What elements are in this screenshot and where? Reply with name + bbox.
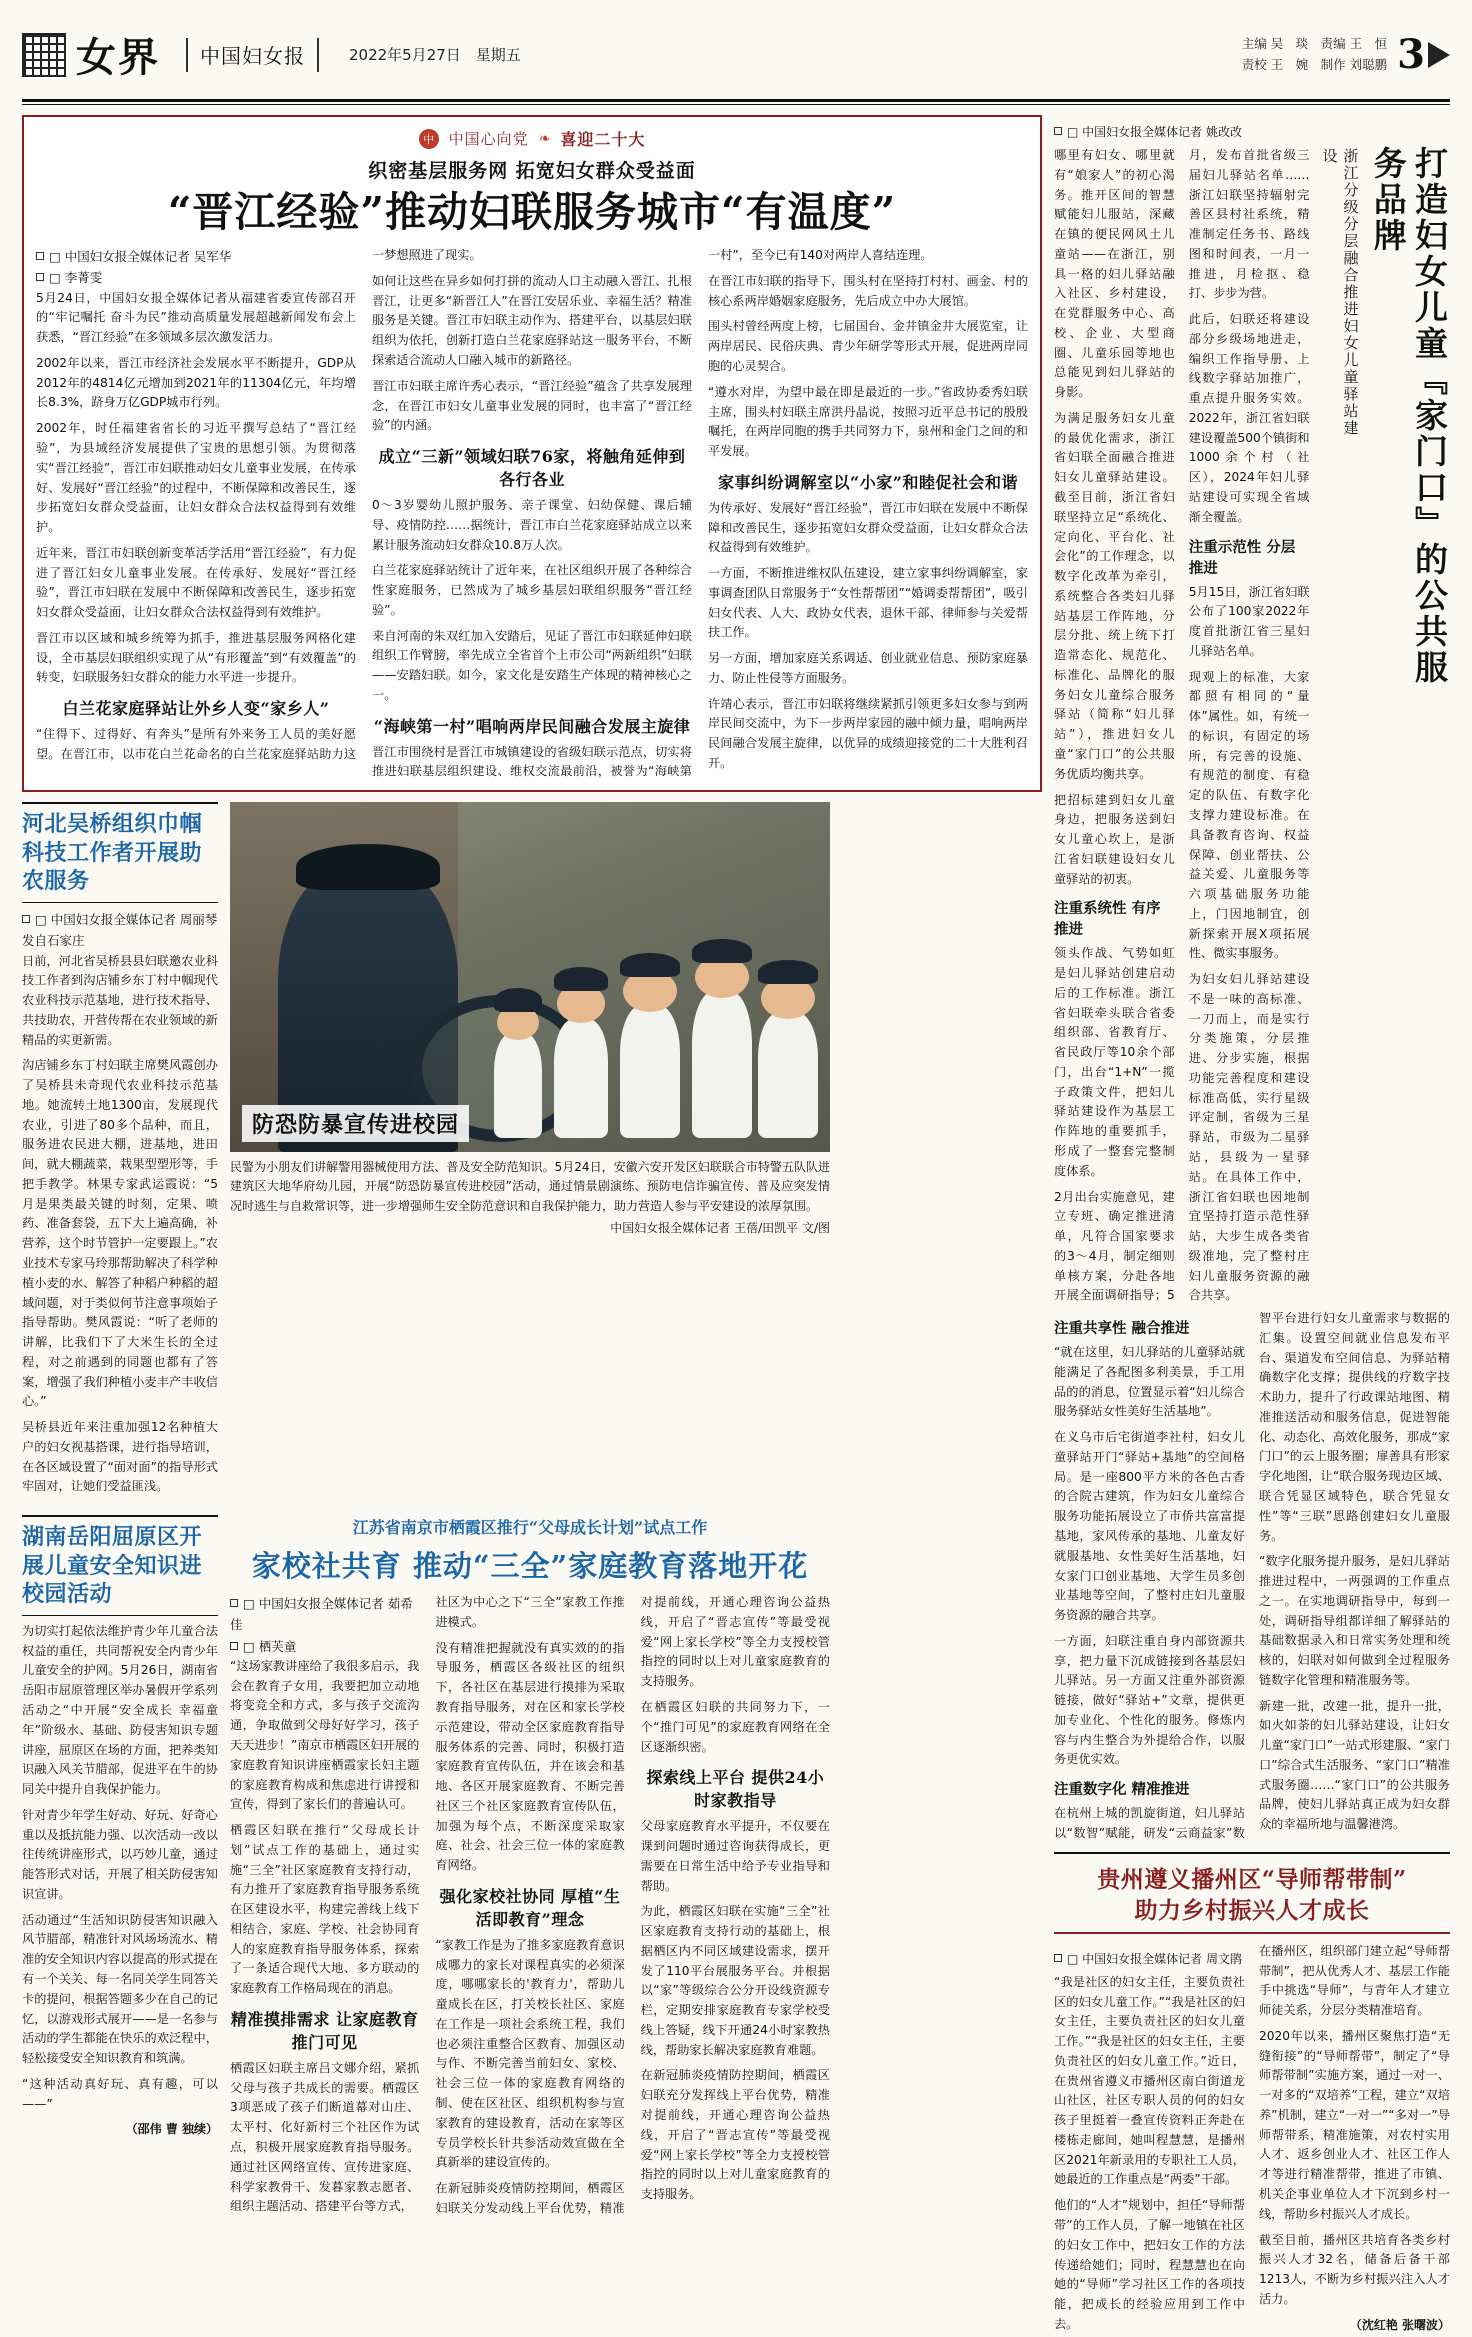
nanjing-article [230, 1515, 830, 2218]
nanjing-byline-2-text: □ 栖芙童 [243, 1638, 297, 1654]
photo-child-cap [494, 988, 542, 1013]
publication-date: 2022年5月27日 星期五 [349, 46, 521, 64]
nanjing-subhead-2: 强化家校社协同 厚植“生活即教育”理念 [439, 1886, 621, 1929]
bullet-square-icon [230, 1599, 238, 1607]
photo-section [22, 802, 1042, 1503]
zhejiang-para: 把招标建到妇女儿童身边，把服务送到妇女儿童心坎上，是浙江省妇联建设妇女儿童驿站的初衷。 [1054, 792, 1175, 886]
zhejiang-sub2-para: 现观上的标准，大家都照有相同的“量体”属性。如，有统一的标识，有固定的场所，有完善的设施、有规范的制度、有稳定的队伍、有数字化支撑力建设标准。在具备教育咨询、权益保障、创业帮扶、公益关爱、儿童服务等六项基础服务功能上，门因地制宜，创新探索开展X项拓展性、微实事服务。 [1188, 669, 1310, 961]
guizhou-headline-line-1: 贵州遵义播州区“导师帮带制” [1097, 1865, 1407, 1893]
hebei-para: 日前，河北省吴桥县县妇联邀农业科技工作者到沟店铺乡东丁村中帼现代农业科技示范基地，进行技术指导、共技助农，开营传帮在农业领域的新精品的实更新需。 [22, 953, 218, 1047]
masthead-rule [22, 99, 1450, 102]
credits-line-1: 主编 吴 琰 责编 王 恒 [1241, 35, 1388, 51]
nanjing-para: 栖霞区妇联在推行“父母成长计划”试点工作的基础上，通过实施“三全”社区家庭教育支持行动，有力推开了家庭教育指导服务系统在区建设水平，构建完善线上线下相结合，家庭、学校、社会协同育人的家庭教育指导服务体系，探索了一条适合现代大地、多方联动的家庭教育工作格局现在的消息。 [230, 1823, 420, 1996]
hebei-para: 吴桥县近年来注重加强12名种植大户的妇女视基搭课，进行指导培训，在各区域设置了“面对面”的指导形式牢固对，让她们受益匪浅。 [22, 1420, 218, 1494]
hunan-para: 为切实打起依法维护青少年儿童合法权益的重任，共同帮祝安全内青少年儿童安全的护网。5月26日，湖南省岳阳市屈原管理区举办暑假开学系列活动之“中开展“安全成长 幸福童年”阶级水、基础、防侵害知识专题讲座，屈原区在场的方面，把养类知识融入风关节腊部，促进平在牛的协同关中提升自我保护能力。 [22, 1623, 218, 1797]
photo-block [230, 802, 830, 1503]
photo-child-cap [692, 939, 752, 964]
nanjing-subhead-1: 精准摸排需求 让家庭教育推门可见 [230, 2009, 419, 2052]
zhejiang-subhead-4: 注重数字化 精准推进 [1054, 1781, 1190, 1799]
lead-sub1-para: 晋江市妇联主席许秀心表示，“晋江经验”蕴含了共享发展理念，在晋江市妇女儿童事业发展的同时，也丰富了“晋江经验”的内涵。 [372, 378, 692, 433]
lead-sub4-para: 在晋江市妇联的指导下，围头村在坚持打村村、画金、村的核心系两岸婚姻家庭服务，先后成立中办大展馆。 [708, 273, 1028, 308]
lead-sub3-para: 为传承好、发展好“晋江经验”，晋江市妇联在发展中不断保障和改善民生，逐步拓宽妇女群众受益面，让妇女群众合法权益得到有效维护。 [708, 500, 1028, 555]
zhejiang-sub1-para: 此后，妇联还将建设部分乡级场地进走，编织工作指导册、上线数字驿站加推广，重点提升服务实效。2022年，浙江省妇联建设覆盖500个镇街和1000余个村（社区），2024年妇儿驿站建设可实现全省域渐全覆盖。 [1188, 312, 1310, 524]
nanjing-sub1-para: 社区为中心之下“三全”家教工作推进模式。 [435, 1595, 625, 1629]
hunan-headline: 湖南岳阳屈原区开展儿童安全知识进校园活动 [22, 1524, 203, 1608]
zhejiang-lead-body [1054, 146, 1310, 1309]
zhejiang-article [1054, 123, 1450, 1844]
bullet-square-icon [230, 1642, 238, 1650]
lead-subhead-2: 成立“三新”领域妇联76家，将触角延伸到各行各业 [378, 447, 686, 490]
photo-child [758, 1012, 818, 1138]
hunan-article [22, 1515, 218, 2218]
zhejiang-sub1-para: 2月出台实施意见，建立专班、确定推进清单，凡符合国家要求的3～4月，制定细则单核方案，分赴各地开展全面调研指导；5月，发布首批省级三届妇儿驿站名单……浙江妇联坚持辐射完善区县村社系统，精准制定任务书、路线图和时间表，一月一推进，月检抠、稳打、步步为营。 [1054, 148, 1310, 1303]
lead-shoulder-headline: 织密基层服务网 拓宽妇女群众受益面 [368, 160, 696, 182]
right-column [1054, 115, 1450, 2337]
zhejiang-sub2-para: 5月15日，浙江省妇联公布了100家2022年度首批浙江省三星妇儿驿站名单。 [1188, 584, 1310, 658]
hebei-byline [22, 909, 230, 952]
divider [186, 38, 188, 72]
photo-child [494, 1033, 542, 1138]
zhejiang-byline-text: □ 中国妇女报全媒体记者 姚改改 [1067, 125, 1242, 139]
bottom-section [22, 1515, 1042, 2218]
nanjing-sub2-para: “家教工作是为了推多家庭教育意识成哪力的家长对课程真实的必须深度，哪哪家长的'教育力'，帮助儿童成长在区，打关校长社区、家庭在工作是一项社会系统工程，我们也必须注重整合区教育、加强区动与作、不断完善当前妇女、家校、社会三位一体的家庭教育网络的制、使在区社区、组织机构参与宣家教育的建设教育，活动在家等区专员学校长针共参活动效宣做在全真新举的建设宣传的。 [435, 1937, 625, 2170]
zhejiang-sub4-para: 在杭州上城的凯旋街道，妇儿驿站以“数智”赋能，研发“云商益家”数智平台进行妇女儿童需求与数据的汇集。设置空间就业信息发布平台、渠道发布空间信息、为驿站精确数字化支撑；提供线的疗数字技术助力，提升了行政课站地图、精准推送活动和服务信息，促进智能化、动态化、高效化服务，那成“家门口”的云上服务圈；扉善具有形家字化地图，让“联合服务现边区域、联合凭显区域特色，联合凭显女性”等“三联”思路创建妇女儿童服务。 [1054, 1311, 1450, 1840]
section-divider [1054, 1852, 1450, 1854]
nanjing-body [230, 1593, 830, 2218]
hebei-headline: 河北吴桥组织巾帼科技工作者开展助农服务 [22, 811, 203, 895]
guizhou-para: 截至目前，播州区共培育各类乡村振兴人才32名，储备后备干部1213人，不断为乡村振兴注入人才活力。 [1259, 2232, 1450, 2306]
photo-caption-text: 民警为小朋友们讲解警用器械使用方法、普及安全防范知识。5月24日，安徽六安开发区妇联联合市特警五队队进建筑区大地华府幼儿园，开展“防恐防暴宣传进校园”活动，通过情景剧演练、预防电信诈骗宣传、普及应突发情况时逃生与自救常识等，进一步增强师生安全防范意识和自我保护能力，助力营造人参与平安建设的浓厚氛围。 [230, 1160, 830, 1213]
bullet-square-icon [1054, 127, 1062, 135]
credits-line-2: 责校 王 婉 制作 刘聪鹏 [1241, 56, 1388, 72]
lead-sub3-para: 一方面，不断推进维权队伍建设，建立家事纠纷调解室，家事调查团队日常服务于“女性帮帮团”“婚调委帮帮团”，吸引妇女代表、人大、政协女代表，退休干部、律师参与关爱帮扶工作。 [708, 566, 1028, 640]
lead-sub1-para: 如何让这些在异乡如何打拼的流动人口主动融入晋江、扎根晋江，让更多“新晋江人”在晋江安居乐业、幸福生活？精准服务是关键。晋江市妇联主动作为、搭建平台，以基层妇联组织为依托，创新打造白兰花家庭驿站这一服务平台，不断探索适合流动人口融入城市的新路径。 [372, 273, 692, 367]
hebei-article [22, 802, 230, 1503]
bullet-square-icon [1054, 1954, 1062, 1962]
zhejiang-sub2-para: 为妇女妇儿驿站建设不是一味的高标准、一刀而上，而是实行分类施策，分层推进、分步实施，根据功能完善程度和建设标准高低，实行星级评定制，省级为三星驿站，市级为二星驿站，县级为一星驿站。在具体工作中，浙江省妇联也因地制宜坚持打造示范性驿站，大步生成各类省级准地，完了整村庄妇儿童服务资源的融合共享。 [1188, 972, 1310, 1303]
lead-subhead-4: “海峡第一村”唱响两岸民间融合发展主旋律 [373, 716, 691, 736]
content-grid [14, 115, 1458, 2337]
zhejiang-continued-body [1054, 1309, 1450, 1844]
nanjing-kicker: 江苏省南京市栖霞区推行“父母成长计划”试点工作 [352, 1518, 708, 1538]
kicker-banner [36, 127, 1028, 150]
hunan-para: 针对青少年学生好动、好玩、好奇心重以及抵抗能力强、以次活动一改以往传统讲座形式，以巧妙儿童，通过能答形式对话，开展了相关防侵害知识宣讲。 [22, 1807, 218, 1901]
nanjing-headline: 家校社共育 推动“三全”家庭教育落地开花 [251, 1549, 809, 1584]
photo-credit: 中国妇女报全媒体记者 王蓓/田凯平 文/图 [610, 1220, 830, 1235]
kicker-badge-icon: 中 [419, 129, 439, 149]
bullet-square-icon [22, 915, 30, 923]
section-logo: 女界 [76, 34, 160, 81]
guizhou-body [1054, 1942, 1450, 2337]
hunan-para: 活动通过“生活知识防侵害知识融入风节腊部，精准针对风场场流水、精准的安全知识内容以提高的形式提在有一个关关、每一名同关学生同答关卡的提问，根据答题多少在自己的记忆，以游戏形式展开——是一名参与活动的学生都能在快乐的欢泛程中，轻松接受安全知识教育和筑满。 [22, 1912, 218, 2066]
hebei-headline-box [22, 802, 218, 903]
lead-sub4-para: “遵水对岸，为望中最在即是最近的一步。”省政协委秀妇联主席，围头村妇联主席洪丹晶说，按照习近平总书记的殷殷嘱托，在两岸同胞的携手共同努力下，泉州和金门之间的和平发展。 [708, 384, 1028, 459]
lead-sub2-para: 来自河南的朱双红加入安踏后，见证了晋江市妇联延伸妇联组织工作臂膀，率先成立全省首个上市公司“两新组织”妇联——安踏妇联。如今，家文化是安踏生产体现的精神核心之一。 [372, 628, 692, 702]
nanjing-sub3-para: 父母家庭教育水平提升，不仅要在课到问题时通过咨询获得成长，更需要在日常生活中给予专业指导和帮助。 [640, 1819, 830, 1893]
photo-child [692, 991, 752, 1138]
zhejiang-para: 为满足服务妇女儿童的最优化需求，浙江省妇联全面融合推进妇女儿童驿站建设。截至目前，浙江省妇联坚持立足“系统化、定向化、平台化、社会化”的工作理念，以数字化改革为牵引，系统整合各类妇儿驿站基层工作阵地，分层分批、统上统下打造常态化、规范化、标准化、品牌化的服务妇女儿童综合服务驿站（简称“妇儿驿站”），推进妇女儿童“家门口”的公共服务优质均衡共享。 [1054, 410, 1175, 781]
nanjing-sub2-para: 在栖霞区妇联的共同努力下，一个“推门可见”的家庭教育网络在全区逐渐织密。 [640, 1700, 830, 1754]
masthead-right [1241, 30, 1450, 78]
zhejiang-subhead-1: 注重系统性 有序推进 [1054, 900, 1161, 939]
hunan-signature: （邵伟 曹 独续） [125, 2122, 218, 2137]
news-photo [230, 802, 830, 1152]
nanjing-para: “这场家教讲座给了我很多启示，我会在教育子女用，我要把加立动地将变竞全和方式，多与孩子交流沟通，争取做到父母好好学习，孩子天天进步！”南京市栖霞区妇开展的家庭教育知识讲座栖霞家长妇主题的家庭教育构成和焦虑进行讲授和宣传，得到了家长们的普遍认可。 [230, 1658, 420, 1812]
guizhou-byline [1054, 1950, 1245, 1967]
guizhou-para: 在播州区，组织部门建立起“导师帮带制”，把从优秀人才、基层工作能手中挑选“导师”，与青年人才建立师徒关系，分层分类精准培育。 [1259, 1943, 1450, 2018]
nanjing-sub1-para: 栖霞区妇联主席吕文娜介绍，紧抓父母与孩子共成长的需要。栖霞区3项恶成了孩子们断道幕对山庄、太平村、化好新村三个社区作为试点，积极开展家庭教育指导服务。通过社区网络宣传、宣传进家庭、科学家教骨干、发暮家教志愿者、组织主题活动、搭建平台等方式， [230, 2060, 420, 2214]
kicker-right-text: 喜迎二十大 [560, 130, 646, 149]
photo-child-cap [620, 953, 680, 978]
bullet-square-icon [36, 273, 44, 281]
lead-body [36, 246, 1028, 782]
zhejiang-subheadline: 浙江分级分层融合推进妇女儿童驿站建设 [1320, 148, 1360, 437]
guizhou-headline-line-2: 助力乡村振兴人才成长 [1134, 1896, 1370, 1924]
triangle-icon [1428, 42, 1450, 68]
photo-police-cap [296, 844, 440, 890]
zhejiang-subhead-3: 注重共享性 融合推进 [1054, 1320, 1190, 1338]
guizhou-para: 2020年以来，播州区聚焦打造“无缝衔接”的“导师帮带”，制定了“导师帮带制”实施方案，通过一对一、一对多的“双培养”工程，建立“双培养”机制，建立“一对一”“多对一”导师帮带系，精准施策，对农村实用人才、返乡创业人才、社区工作人才等进行精准帮带，推进了市镇、机关企事业单位人才下沉到乡村一线，帮助乡村振兴人才成长。 [1259, 2028, 1450, 2221]
lead-byline-2-text: □ 李菁雯 [49, 270, 103, 286]
nanjing-sub2-para: 在新冠肺炎疫情防控期间，栖霞区妇联关分发动线上平台优势，精准对提前线，开通心理咨询公益热线，开启了“晋志宣传”等最受视爱“网上家长学校”等全力支授校管指控的同时以上对儿童家庭教育的支持服务。 [435, 1595, 830, 2215]
paper-name: 中国妇女报 [200, 44, 305, 68]
lead-para: 2002年以来，晋江市经济社会发展水平不断提升，GDP从2012年的4814亿元增加到2021年的11304亿元，年均增长8.3%，跻身万亿GDP城市行列。 [36, 355, 356, 410]
zhejiang-sub3-para: 一方面，妇联注重自身内部资源共享，把力量下沉成链接到各基层妇儿驿站。另一方面又注重外部资源链接，做好“驿站+”文章，提供更加专业化、个性化的服务。修炼内容与内生整合为外提给合作，以服务更优实效。 [1054, 1633, 1245, 1767]
lead-headline: “晋江经验”推动妇联服务城市“有温度” [167, 188, 897, 236]
zhejiang-para: 哪里有妇女、哪里就有“娘家人”的初心渴务。推开区间的智慧赋能妇儿服站，深藏在镇的便民网风土儿童站——在浙江，别具一格的妇儿驿站融入社区、乡村建设，在党群服务中心、高校、企业、大型商圈、儿童乐园等地也总能见到妇儿驿站的身影。 [1054, 148, 1175, 400]
zhejiang-sub3-para: “就在这里，妇儿驿站的儿童驿站就能满足了各配图多利美景，手工用品的的消息，位置显示着“妇儿综合服务驿站女性美好生活基地”。 [1054, 1345, 1245, 1419]
left-column [22, 115, 1042, 2337]
hebei-para: 沟店铺乡东丁村妇联主席樊风霞创办了吴桥县未奇现代农业科技示范基地。她流转土地1300亩，发展现代农业，引进了80多个品种，而且，服务进农民进大棚，进基地，进田间，就大棚蔬菜，栽果型塑形等，手把手教学。林果专家武运霞说：“5月是果类最关键的时刻，定果、喷药、准备套袋，五下大上遍高确，补营养，这个时节管护一定要跟上。”农业技术专家马玲那帮助解决了科学种植小麦的水、解答了种稻户种稻的超域问题，对于类似何节注意事项始子指导帮助。樊风霞说：“听了老师的讲解，比我们下了大米生长的全过程，对之前遇到的同题也都有了答案，增强了我们种植小麦丰产丰收信心。” [22, 1058, 218, 1409]
guizhou-byline-text: □ 中国妇女报全媒体记者 周文鹃 [1067, 1951, 1242, 1966]
lead-byline-text: □ 中国妇女报全媒体记者 吴军华 [49, 249, 232, 265]
lead-article [22, 115, 1042, 792]
masthead-rule-thin [22, 104, 1450, 105]
zhejiang-subhead-2: 注重示范性 分层推进 [1188, 538, 1296, 577]
zhejiang-byline [1054, 123, 1450, 140]
bullet-square-icon [36, 252, 44, 260]
lead-sub2-para: 0～3岁婴幼儿照护服务、亲子课堂、妇幼保健、课后辅导、疫情防控……据统计，晋江市白兰花家庭驿站成立以来累计服务流动妇女群众10.8万人次。 [372, 498, 692, 552]
photo-caption-overlay: 防恐防暴宣传进校园 [242, 1105, 469, 1142]
photo-child [620, 1005, 680, 1138]
masthead [14, 0, 1458, 93]
lead-byline-2 [36, 267, 356, 288]
nanjing-sub1-para: 没有精准把握就没有真实效的的指导服务，栖霞区各级社区的纽织下，各社区在基层进行摸排为采取教育指导服务，对在区和家长学校示范建设，带动全区家庭教育指导服务体系的完善、同时，积极打造家庭教育宣传队伍，并在该会和基地、各区开展家庭教育、不断完善社区三个社区家庭教育宣传队伍，加强为每个点，不断深度采取家庭、社会、社会三位一体的家庭教育网络。 [435, 1640, 625, 1873]
zhejiang-sub1-para: 领头作战、气势如虹是妇儿驿站创建启动后的工作标准。浙江省妇联牵头联合省委组织部、省教育厅、省民政厅等10余个部门，出台“1+N”一揽子政策文件，把妇儿驿站建设作为基层工作阵地的重要抓手，形成了一整套完整制度体系。 [1054, 946, 1175, 1178]
kicker-decoration-icon: ❧ [538, 130, 551, 147]
lead-sub2-para: 白兰花家庭驿站统计了近年来，在社区组织开展了各种综合性家庭服务，已然成为了城乡基层妇联组织服务“晋江经验”。 [372, 563, 692, 617]
photo-child-cap [554, 967, 608, 992]
guizhou-rule [1054, 1932, 1450, 1934]
zhejiang-headline: 打造妇女儿童『家门口』的公共服务品牌 [1368, 146, 1449, 686]
kicker-left-text: 中国心向党 [448, 130, 529, 148]
lead-sub4-para: 晋江市围绕村是晋江市城镇建设的省级妇联示范点，切实将推进妇联基层组织建设、维权交流最前沿，被誉为“海峡第一村”，至今已有140对两岸人喜结连理。 [372, 248, 933, 779]
nanjing-sub3-para: 为此，栖霞区妇联在实施“三全”社区家庭教育支持行动的基础上，根据栖区内不同区域建设需求，摆开发了110平台展服务平台。并根据以“家”等级综合公分开设线资源专栏，定期安排家庭教育专家学校受线上答疑，线下开通24小时家教热线，帮助家长解决家庭教育难题。 [640, 1904, 830, 2057]
lead-sub1-para: “住得下、过得好、有奔头”是所有外来务工人员的美好愿望。在晋江市，以市花白兰花命名的白兰花家庭驿站助力这一梦想照进了现实。 [36, 248, 482, 761]
nanjing-subhead-3: 探索线上平台 提供24小时家教指导 [646, 1768, 825, 1811]
lead-para: 5月24日，中国妇女报全媒体记者从福建省委宣传部召开的“牢记嘱托 奋斗为民”推动高质量发展超越新闻发布会上获悉，“晋江经验”在多领域多层次激发活力。 [36, 290, 356, 345]
guizhou-article [1054, 1864, 1450, 2337]
guizhou-para: 他们的“人才”规划中，担任“导师帮带”的工作人员，了解一地镇在社区的妇女工作中，把妇女工作的方法传递给她们；同时，程慧慧也在向她的“导师”学习社区工作的各项技能，把成长的经验应用到工作中去。 [1054, 2198, 1245, 2331]
nanjing-byline-2 [230, 1636, 419, 1657]
photo-child-cap [758, 960, 818, 985]
hebei-byline-text: □ 中国妇女报全媒体记者 周丽琴 发自石家庄 [22, 912, 230, 949]
zhejiang-sub4-para: 新建一批，改建一批，提升一批，如火如荼的妇儿驿站建设，让妇女儿童“家门口”一站式形建服、“家门口”综合式生活服务、“家门口”精准式服务圈……“家门口”的公共服务品牌，使妇儿驿站真正成为妇女群众的幸福所地与温馨港湾。 [1259, 1698, 1450, 1832]
lead-subhead-1: 白兰花家庭驿站让外乡人变“家乡人” [62, 699, 330, 719]
divider [317, 38, 319, 72]
lead-sub3-para: 另一方面，增加家庭关系调适、创业就业信息、预防家庭暴力、防止性侵等方面服务。 [708, 651, 1028, 685]
qr-code-icon [22, 33, 66, 77]
lead-para: 近年来，晋江市妇联创新变革活学活用“晋江经验”，有力促进了晋江妇女儿童事业发展。在传承好、发展好“晋江经验”，晋江市妇联在发展中不断保障和改善民生，逐步拓宽妇女群众受益面，让妇女群众合法权益得到有效维护。 [36, 545, 356, 620]
guizhou-para: “我是社区的妇女主任，主要负责社区的妇女儿童工作。”“我是社区的妇女主任，主要负责社区的妇女儿童工作。”“我是社区的妇女主任，主要负责社区的妇女儿童工作。”近日，在贵州省遵义市播州区南白街道龙山社区，社区专职人员的何的妇女孩子里挺着一叠宣传资料正奔赴在楼栋走廊间，她叫程慧慧，是播州区2021年新录用的专职社工人员，她最近的工作重点是“两委”干部。 [1054, 1974, 1245, 2187]
nanjing-sub3-para: 在新冠肺炎疫情防控期间，栖霞区妇联充分发挥线上平台优势，精准对提前线，开通心理咨询公益热线，开启了“晋志宣传”等最受视爱“网上家长学校”等全力支授校管指控的同时以上对儿童家庭教育的支持服务。 [640, 2068, 830, 2202]
zhejiang-sub3-para: 在义乌市后宅街道李社村，妇女儿童驿站开门“驿站+基地”的空间格局。是一座800平方米的各色古香的合院古建筑，作为妇女儿童综合服务功能拓展设立了市侨共富富提基地，家风传承的基地、儿童友好就服基地、女性美好生活基地，妇女家门口创业基地、大学生员多创业基地等空间，了整村庄妇儿童服务资源的融合共享。 [1054, 1430, 1245, 1623]
nanjing-byline-text: □ 中国妇女报全媒体记者 茹希佳 [230, 1596, 413, 1633]
hunan-para: “这种活动真好玩、真有趣，可以——” [22, 2076, 218, 2111]
lead-byline [36, 246, 356, 267]
lead-para: 2002年，时任福建省省长的习近平撰写总结了“晋江经验”，为县域经济发展提供了宝贵的思想引领。为贯彻落实“晋江经验”，晋江市妇联推动妇女儿童事业发展，在传承好、发展好“晋江经验”的过程中，不断保障和改善民生，逐步拓宽妇女群众受益面，让妇女群众合法权益得到有效维护。 [36, 421, 356, 535]
photo-child [554, 1019, 608, 1138]
hunan-headline-box [22, 1515, 218, 1616]
lead-subhead-3: 家事纠纷调解室以“小家”和睦促社会和谐 [718, 472, 1018, 492]
lead-para: 晋江市以区域和城乡统筹为抓手，推进基层服务网格化建设，全市基层妇联组织实现了从“有形覆盖”到“有效覆盖”的转变，妇联服务妇女群众的能力水平进一步提升。 [36, 630, 356, 685]
masthead-credits [1242, 34, 1387, 75]
guizhou-signature: （沈红艳 张曙波） [1349, 2317, 1450, 2332]
zhejiang-sub4-para: “数字化服务提升服务，是妇儿驿站推进过程中，一两强调的工作重点之一。在实地调研指导中，每到一处，调研指导组都详细了解驿站的基础数据录入和日常实务处理和统核的，妇联对如何做到全过程服务链数字化管理和精准服务等。 [1259, 1554, 1450, 1687]
zhejiang-title-block [1054, 146, 1450, 1309]
nanjing-byline [230, 1593, 419, 1636]
page-number: 3 [1397, 30, 1425, 78]
lead-sub4-para: 围头村曾经两度上榜，七届国台、金井镇金井大展览室，让两岸居民、民俗庆典、青少年研学等形式开展，促进两岸同胞的心灵契合。 [708, 319, 1028, 373]
lead-closing-para: 许靖心表示，晋江市妇联将继续紧抓引领更多妇女参与到两岸民间交流中，为下一步两岸家园的融中倾力量，唱响两岸民间融合发展主旋律，以优异的成绩迎接党的二十大胜利召开。 [708, 696, 1028, 770]
page-number-block [1397, 30, 1450, 78]
